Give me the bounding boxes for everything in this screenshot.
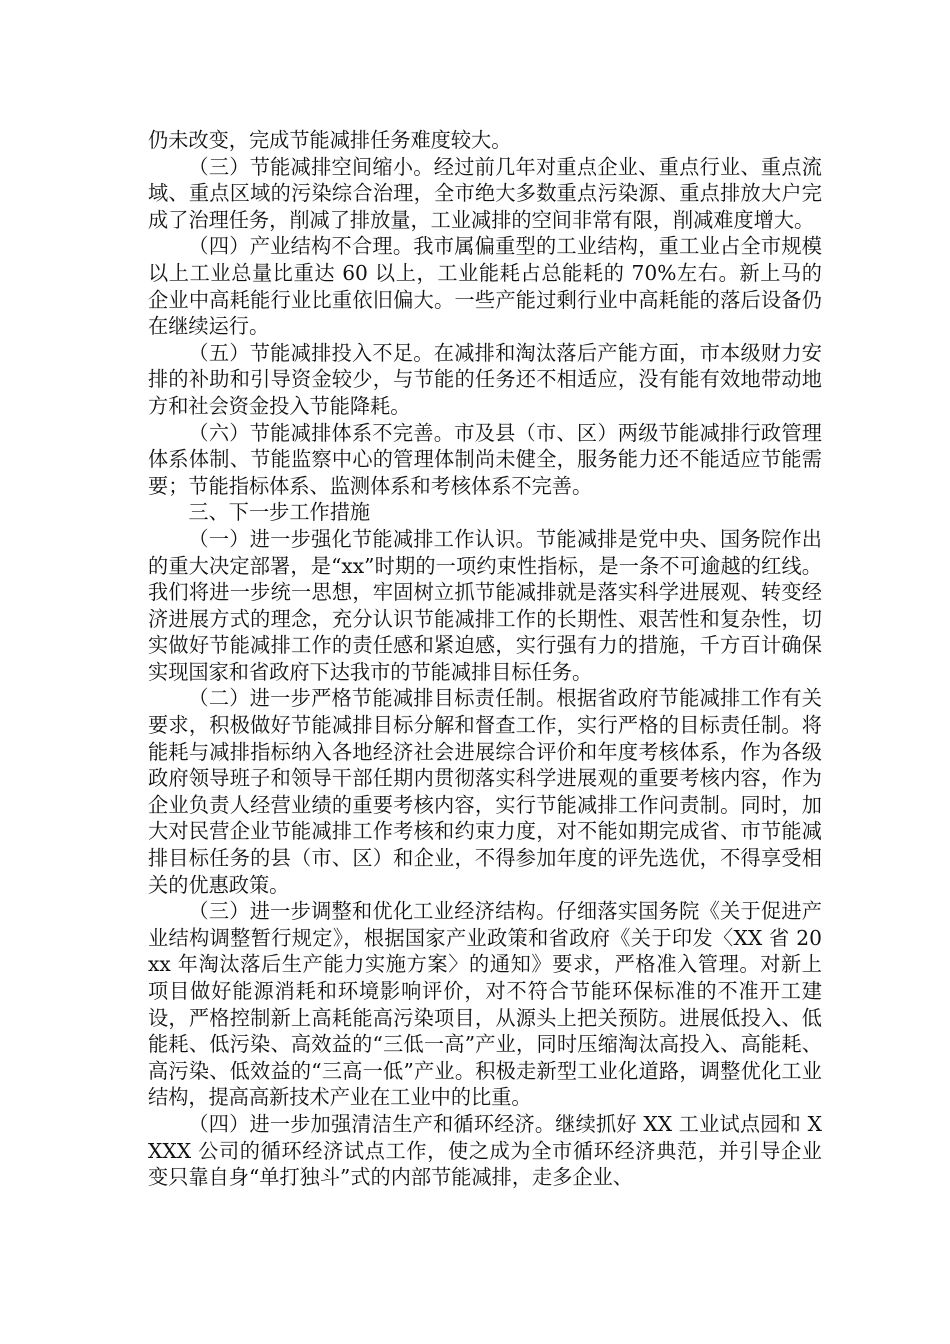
paragraph-continuation: 仍未改变，完成节能减排任务难度较大。: [148, 128, 512, 152]
section-heading-next-steps: 三、下一步工作措施: [188, 500, 371, 525]
paragraph-measure-2: （二）进一步严格节能减排目标责任制。根据省政府节能减排工作有关要求，积极做好节能减排目标分解和督查工作，实行严格的目标责任制。将能耗与减排指标纳入各地经济社会进展综合评价和年度考核体系，作为各级政府领导班子和领导干部任期内贯彻落实科学进展观的重要考核内容，作为企业负责人经营业绩的重要考核内容，实行节能减排工作问责制。同时，加大对民营企业节能减排工作考核和约束力度，对不能如期完成省、市节能减排目标任务的县（市、区）和企业，不得参加年度的评先选优，不得享受相关的优惠政策。: [148, 686, 822, 897]
document-page: [148, 127, 822, 1191]
paragraph-section-5: （五）节能减排投入不足。在减排和淘汰落后产能方面，市本级财力安排的补助和引导资金较少，与节能的任务还不相适应，没有能有效地带动地方和社会资金投入节能降耗。: [148, 340, 822, 418]
paragraph-section-3: （三）节能减排空间缩小。经过前几年对重点企业、重点行业、重点流域、重点区域的污染综合治理，全市绝大多数重点污染源、重点排放大户完成了治理任务，削减了排放量，工业减排的空间非常有限，削减难度增大。: [148, 154, 822, 232]
paragraph-section-4: （四）产业结构不合理。我市属偏重型的工业结构，重工业占全市规模以上工业总量比重达 60 以上，工业能耗占总能耗的 70%左右。新上马的企业中高耗能行业比重依旧偏大。一些产能过剩行业中高耗能的落后设备仍在继续运行。: [148, 234, 822, 339]
paragraph-section-6: （六）节能减排体系不完善。市及县（市、区）两级节能减排行政管理体系体制、节能监察中心的管理体制尚未健全，服务能力还不能适应节能需要；节能指标体系、监测体系和考核体系不完善。: [148, 420, 822, 498]
paragraph-measure-3: （三）进一步调整和优化工业经济结构。仔细落实国务院《关于促进产业结构调整暂行规定》，根据国家产业政策和省政府《关于印发〈XX 省 20xx 年淘汰落后生产能力实施方案〉的通知》要求，严格准入管理。对新上项目做好能源消耗和环境影响评价，对不符合节能环保标准的不准开工建设，严格控制新上高耗能高污染项目，从源头上把关预防。进展低投入、低能耗、低污染、高效益的“三低一高”产业，同时压缩淘汰高投入、高能耗、高污染、低效益的“三高一低”产业。积极走新型工业化道路，调整优化工业结构，提高高新技术产业在工业中的比重。: [148, 899, 822, 1110]
paragraph-measure-1: （一）进一步强化节能减排工作认识。节能减排是党中央、国务院作出的重大决定部署，是“xx”时期的一项约束性指标，是一条不可逾越的红线。我们将进一步统一思想，牢固树立抓节能减排就是落实科学进展观、转变经济进展方式的理念，充分认识节能减排工作的长期性、艰苦性和复杂性，切实做好节能减排工作的责任感和紧迫感，实行强有力的措施，千方百计确保实现国家和省政府下达我市的节能减排目标任务。: [148, 526, 822, 684]
paragraph-measure-4: （四）进一步加强清洁生产和循环经济。继续抓好 XX 工业试点园和 XXXX 公司的循环经济试点工作，使之成为全市循环经济典范，并引导企业变只靠自身“单打独斗”式的内部节能减排，走多企业、: [148, 1111, 822, 1190]
